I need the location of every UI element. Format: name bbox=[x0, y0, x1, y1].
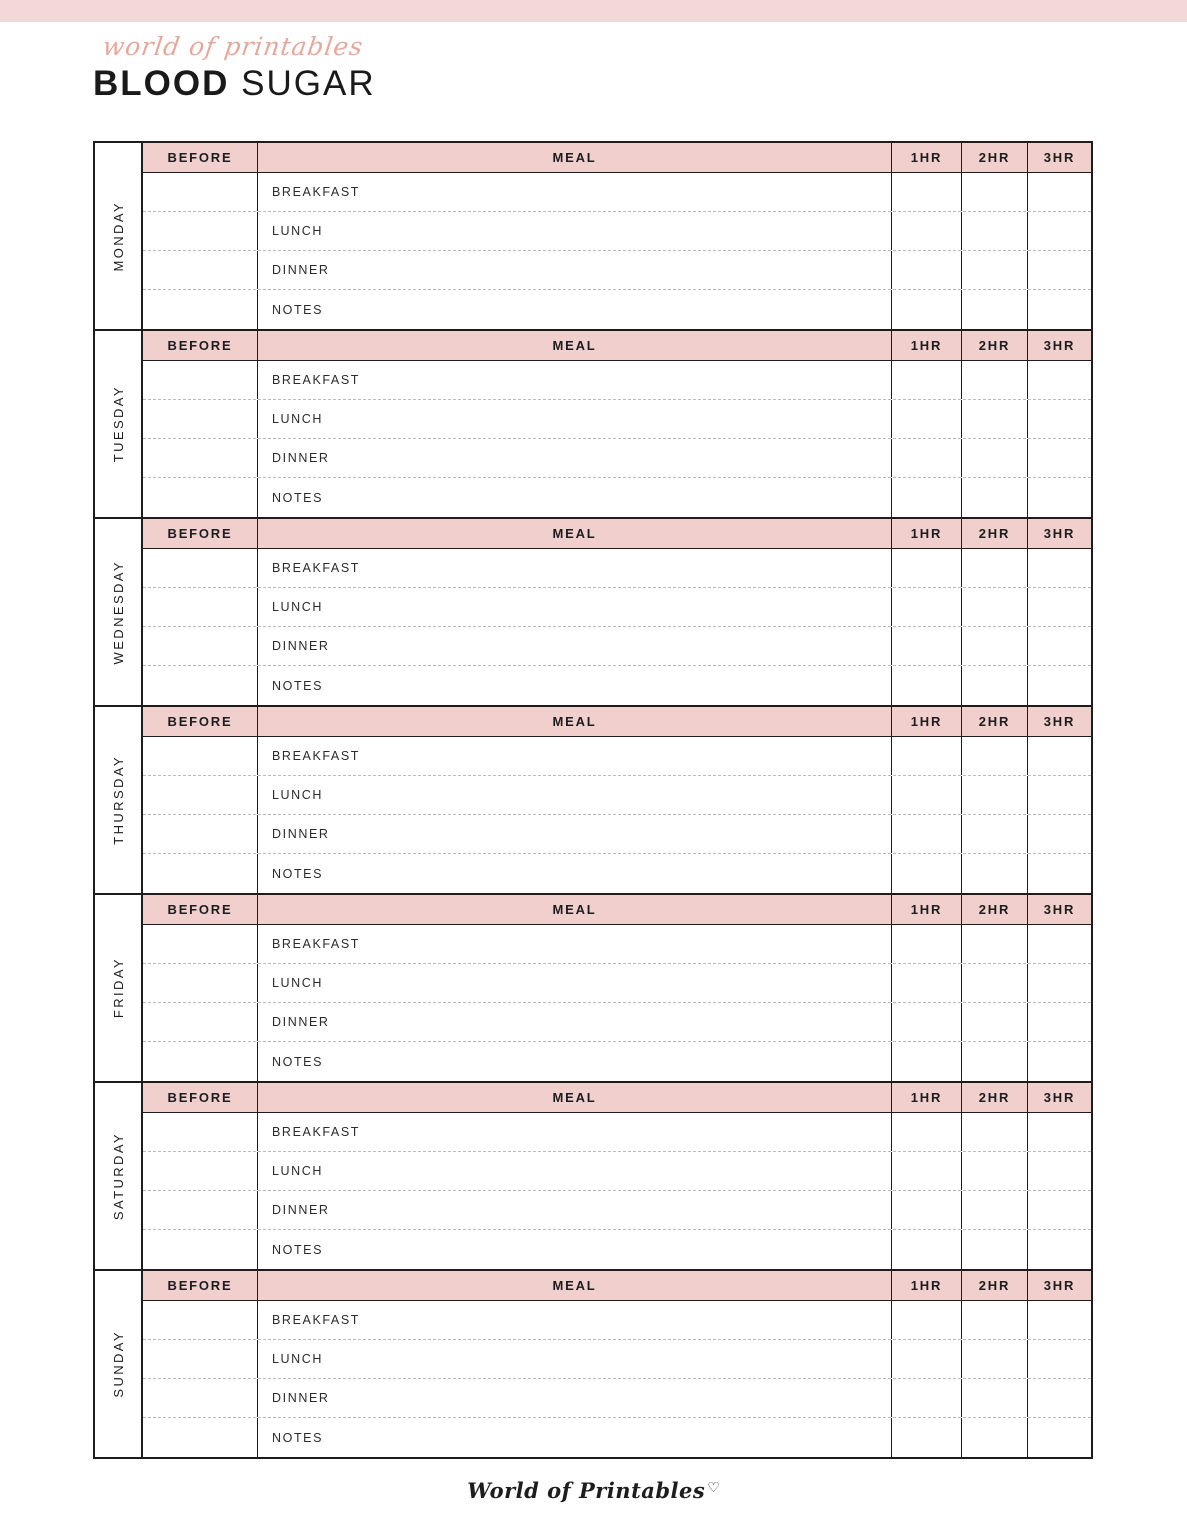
1hr-value-input[interactable] bbox=[892, 815, 962, 853]
2hr-value-input[interactable] bbox=[962, 173, 1028, 211]
meal-entry-input[interactable] bbox=[258, 776, 892, 814]
before-value-input[interactable] bbox=[143, 290, 258, 329]
day-label-text: SUNDAY bbox=[110, 1330, 126, 1398]
3hr-value-input[interactable] bbox=[1028, 361, 1091, 399]
3hr-value-input[interactable] bbox=[1028, 666, 1091, 705]
1hr-value-input[interactable] bbox=[892, 439, 962, 477]
3hr-value-input[interactable] bbox=[1028, 776, 1091, 814]
2hr-value-input[interactable] bbox=[962, 1042, 1028, 1081]
table-row bbox=[143, 776, 1091, 815]
column-header-meal: MEAL bbox=[258, 519, 892, 548]
2hr-value-input[interactable] bbox=[962, 815, 1028, 853]
meal-row-label: DINNER bbox=[272, 263, 330, 277]
before-value-input[interactable] bbox=[143, 400, 258, 438]
1hr-value-input[interactable] bbox=[892, 1230, 962, 1269]
before-value-input[interactable] bbox=[143, 478, 258, 517]
day-table bbox=[143, 519, 1091, 705]
meal-entry-input[interactable] bbox=[258, 478, 892, 517]
before-value-input[interactable] bbox=[143, 666, 258, 705]
3hr-value-input[interactable] bbox=[1028, 925, 1091, 963]
meal-row-label: LUNCH bbox=[272, 224, 324, 238]
3hr-value-input[interactable] bbox=[1028, 173, 1091, 211]
table-row bbox=[143, 964, 1091, 1003]
meal-entry-input[interactable] bbox=[258, 212, 892, 250]
meal-entry-input[interactable] bbox=[258, 290, 892, 329]
table-row bbox=[143, 290, 1091, 329]
before-value-input[interactable] bbox=[143, 1301, 258, 1339]
before-value-input[interactable] bbox=[143, 588, 258, 626]
3hr-value-input[interactable] bbox=[1028, 854, 1091, 893]
meal-row-label: NOTES bbox=[272, 866, 324, 881]
page-footer bbox=[0, 1478, 1187, 1503]
before-value-input[interactable] bbox=[143, 627, 258, 665]
column-header-before: BEFORE bbox=[143, 707, 258, 736]
before-value-input[interactable] bbox=[143, 439, 258, 477]
meal-entry-input[interactable] bbox=[258, 1418, 892, 1457]
3hr-value-input[interactable] bbox=[1028, 627, 1091, 665]
before-value-input[interactable] bbox=[143, 737, 258, 775]
before-value-input[interactable] bbox=[143, 251, 258, 289]
1hr-value-input[interactable] bbox=[892, 478, 962, 517]
meal-entry-input[interactable] bbox=[258, 361, 892, 399]
day-table bbox=[143, 331, 1091, 517]
day-table bbox=[143, 895, 1091, 1081]
table-row bbox=[143, 1042, 1091, 1081]
1hr-value-input[interactable] bbox=[892, 1340, 962, 1378]
day-block bbox=[95, 331, 1091, 519]
day-label-sunday bbox=[95, 1271, 143, 1457]
meal-entry-input[interactable] bbox=[258, 549, 892, 587]
meal-row-label: BREAKFAST bbox=[272, 185, 361, 199]
3hr-value-input[interactable] bbox=[1028, 588, 1091, 626]
meal-row-label: NOTES bbox=[272, 1430, 324, 1445]
meal-row-label: NOTES bbox=[272, 1242, 324, 1257]
3hr-value-input[interactable] bbox=[1028, 439, 1091, 477]
1hr-value-input[interactable] bbox=[892, 1152, 962, 1190]
meal-entry-input[interactable] bbox=[258, 1191, 892, 1229]
before-value-input[interactable] bbox=[143, 1003, 258, 1041]
meal-row-label: NOTES bbox=[272, 1054, 324, 1069]
before-value-input[interactable] bbox=[143, 361, 258, 399]
table-row bbox=[143, 1152, 1091, 1191]
table-row bbox=[143, 588, 1091, 627]
day-block bbox=[95, 1271, 1091, 1457]
column-header-row bbox=[143, 707, 1091, 737]
3hr-value-input[interactable] bbox=[1028, 251, 1091, 289]
meal-entry-input[interactable] bbox=[258, 627, 892, 665]
1hr-value-input[interactable] bbox=[892, 1113, 962, 1151]
before-value-input[interactable] bbox=[143, 1113, 258, 1151]
column-header-before: BEFORE bbox=[143, 143, 258, 172]
column-header-3hr: 3HR bbox=[1043, 714, 1076, 729]
meal-row-label: NOTES bbox=[272, 490, 324, 505]
column-header-1hr: 1HR bbox=[892, 331, 962, 360]
column-header-1hr: 1HR bbox=[892, 707, 962, 736]
before-value-input[interactable] bbox=[143, 212, 258, 250]
day-label-monday bbox=[95, 143, 143, 329]
page-title-light: SUGAR bbox=[241, 64, 376, 103]
meal-row-label: DINNER bbox=[272, 1391, 330, 1405]
2hr-value-input[interactable] bbox=[962, 290, 1028, 329]
meal-entry-input[interactable] bbox=[258, 964, 892, 1002]
column-header-meal: MEAL bbox=[258, 895, 892, 924]
3hr-value-input[interactable] bbox=[1028, 1003, 1091, 1041]
day-label-wednesday bbox=[95, 519, 143, 705]
day-label-text: WEDNESDAY bbox=[110, 559, 126, 665]
table-row bbox=[143, 212, 1091, 251]
3hr-value-input[interactable] bbox=[1028, 1340, 1091, 1378]
meal-entry-input[interactable] bbox=[258, 1379, 892, 1417]
2hr-value-input[interactable] bbox=[962, 1003, 1028, 1041]
meal-row-label: DINNER bbox=[272, 639, 330, 653]
day-label-text: TUESDAY bbox=[110, 385, 126, 463]
3hr-value-input[interactable] bbox=[1028, 478, 1091, 517]
meal-entry-input[interactable] bbox=[258, 737, 892, 775]
before-value-input[interactable] bbox=[143, 549, 258, 587]
meal-entry-input[interactable] bbox=[258, 588, 892, 626]
3hr-value-input[interactable] bbox=[1028, 737, 1091, 775]
meal-entry-input[interactable] bbox=[258, 439, 892, 477]
day-label-friday bbox=[95, 895, 143, 1081]
3hr-value-input[interactable] bbox=[1028, 1418, 1091, 1457]
table-row bbox=[143, 737, 1091, 776]
3hr-value-input[interactable] bbox=[1028, 1379, 1091, 1417]
meal-entry-input[interactable] bbox=[258, 854, 892, 893]
day-label-thursday bbox=[95, 707, 143, 893]
1hr-value-input[interactable] bbox=[892, 737, 962, 775]
heart-icon: ♡ bbox=[707, 1478, 720, 1495]
day-label-text: MONDAY bbox=[110, 200, 126, 272]
meal-entry-input[interactable] bbox=[258, 815, 892, 853]
column-header-meal: MEAL bbox=[258, 1271, 892, 1300]
column-header-3hr: 3HR bbox=[1043, 338, 1076, 353]
1hr-value-input[interactable] bbox=[892, 212, 962, 250]
before-value-input[interactable] bbox=[143, 964, 258, 1002]
day-block bbox=[95, 707, 1091, 895]
meal-entry-input[interactable] bbox=[258, 1113, 892, 1151]
3hr-value-input[interactable] bbox=[1028, 290, 1091, 329]
meal-row-label: BREAKFAST bbox=[272, 1125, 361, 1139]
column-header-3hr: 3HR bbox=[1043, 150, 1076, 165]
1hr-value-input[interactable] bbox=[892, 290, 962, 329]
3hr-value-input[interactable] bbox=[1028, 1301, 1091, 1339]
blood-sugar-table bbox=[93, 141, 1093, 1459]
1hr-value-input[interactable] bbox=[892, 1301, 962, 1339]
table-row bbox=[143, 1113, 1091, 1152]
column-header-row bbox=[143, 331, 1091, 361]
2hr-value-input[interactable] bbox=[962, 1191, 1028, 1229]
meal-entry-input[interactable] bbox=[258, 1230, 892, 1269]
2hr-value-input[interactable] bbox=[962, 737, 1028, 775]
day-table bbox=[143, 1271, 1091, 1457]
column-header-1hr: 1HR bbox=[892, 143, 962, 172]
table-row bbox=[143, 1003, 1091, 1042]
meal-row-label: LUNCH bbox=[272, 412, 324, 426]
table-row bbox=[143, 400, 1091, 439]
before-value-input[interactable] bbox=[143, 173, 258, 211]
day-block bbox=[95, 1083, 1091, 1271]
2hr-value-input[interactable] bbox=[962, 1379, 1028, 1417]
1hr-value-input[interactable] bbox=[892, 1042, 962, 1081]
column-header-meal: MEAL bbox=[258, 331, 892, 360]
1hr-value-input[interactable] bbox=[892, 1191, 962, 1229]
2hr-value-input[interactable] bbox=[962, 212, 1028, 250]
meal-row-label: BREAKFAST bbox=[272, 937, 361, 951]
meal-entry-input[interactable] bbox=[258, 400, 892, 438]
1hr-value-input[interactable] bbox=[892, 964, 962, 1002]
table-row bbox=[143, 439, 1091, 478]
meal-row-label: BREAKFAST bbox=[272, 373, 361, 387]
2hr-value-input[interactable] bbox=[962, 549, 1028, 587]
1hr-value-input[interactable] bbox=[892, 776, 962, 814]
table-row bbox=[143, 1191, 1091, 1230]
meal-row-label: DINNER bbox=[272, 1203, 330, 1217]
brand-script-label: world of printables bbox=[100, 32, 366, 61]
table-row bbox=[143, 1379, 1091, 1418]
day-label-text: SATURDAY bbox=[110, 1131, 126, 1221]
before-value-input[interactable] bbox=[143, 815, 258, 853]
1hr-value-input[interactable] bbox=[892, 666, 962, 705]
2hr-value-input[interactable] bbox=[962, 1113, 1028, 1151]
2hr-value-input[interactable] bbox=[962, 1301, 1028, 1339]
2hr-value-input[interactable] bbox=[962, 251, 1028, 289]
meal-row-label: DINNER bbox=[272, 451, 330, 465]
day-label-saturday bbox=[95, 1083, 143, 1269]
day-table bbox=[143, 1083, 1091, 1269]
column-header-before: BEFORE bbox=[143, 519, 258, 548]
before-value-input[interactable] bbox=[143, 854, 258, 893]
footer-brand-label: World of Printables bbox=[467, 1478, 706, 1503]
table-row bbox=[143, 1301, 1091, 1340]
day-label-tuesday bbox=[95, 331, 143, 517]
2hr-value-input[interactable] bbox=[962, 666, 1028, 705]
column-header-2hr: 2HR bbox=[962, 331, 1028, 360]
before-value-input[interactable] bbox=[143, 1042, 258, 1081]
meal-row-label: LUNCH bbox=[272, 1164, 324, 1178]
3hr-value-input[interactable] bbox=[1028, 1042, 1091, 1081]
meal-row-label: BREAKFAST bbox=[272, 1313, 361, 1327]
meal-entry-input[interactable] bbox=[258, 925, 892, 963]
1hr-value-input[interactable] bbox=[892, 627, 962, 665]
table-row bbox=[143, 1340, 1091, 1379]
table-row bbox=[143, 478, 1091, 517]
meal-row-label: NOTES bbox=[272, 678, 324, 693]
page-title-bold: BLOOD bbox=[93, 64, 230, 103]
3hr-value-input[interactable] bbox=[1028, 1152, 1091, 1190]
1hr-value-input[interactable] bbox=[892, 361, 962, 399]
page-title bbox=[93, 66, 376, 103]
table-row bbox=[143, 925, 1091, 964]
1hr-value-input[interactable] bbox=[892, 173, 962, 211]
day-label-text: THURSDAY bbox=[110, 755, 126, 845]
meal-row-label: LUNCH bbox=[272, 600, 324, 614]
before-value-input[interactable] bbox=[143, 1340, 258, 1378]
2hr-value-input[interactable] bbox=[962, 478, 1028, 517]
1hr-value-input[interactable] bbox=[892, 251, 962, 289]
1hr-value-input[interactable] bbox=[892, 925, 962, 963]
table-row bbox=[143, 361, 1091, 400]
before-value-input[interactable] bbox=[143, 1191, 258, 1229]
day-block bbox=[95, 895, 1091, 1083]
meal-entry-input[interactable] bbox=[258, 1301, 892, 1339]
2hr-value-input[interactable] bbox=[962, 361, 1028, 399]
column-header-row bbox=[143, 143, 1091, 173]
3hr-value-input[interactable] bbox=[1028, 1191, 1091, 1229]
column-header-before: BEFORE bbox=[143, 1083, 258, 1112]
meal-row-label: LUNCH bbox=[272, 976, 324, 990]
2hr-value-input[interactable] bbox=[962, 925, 1028, 963]
column-header-3hr: 3HR bbox=[1043, 526, 1076, 541]
2hr-value-input[interactable] bbox=[962, 776, 1028, 814]
meal-row-label: BREAKFAST bbox=[272, 561, 361, 575]
day-table bbox=[143, 707, 1091, 893]
meal-row-label: LUNCH bbox=[272, 788, 324, 802]
column-header-1hr: 1HR bbox=[892, 895, 962, 924]
meal-entry-input[interactable] bbox=[258, 1340, 892, 1378]
column-header-3hr: 3HR bbox=[1043, 1278, 1076, 1293]
column-header-2hr: 2HR bbox=[962, 1083, 1028, 1112]
before-value-input[interactable] bbox=[143, 1418, 258, 1457]
1hr-value-input[interactable] bbox=[892, 400, 962, 438]
page-header bbox=[93, 34, 376, 103]
2hr-value-input[interactable] bbox=[962, 400, 1028, 438]
day-block bbox=[95, 143, 1091, 331]
1hr-value-input[interactable] bbox=[892, 854, 962, 893]
column-header-before: BEFORE bbox=[143, 1271, 258, 1300]
column-header-meal: MEAL bbox=[258, 1083, 892, 1112]
2hr-value-input[interactable] bbox=[962, 854, 1028, 893]
before-value-input[interactable] bbox=[143, 1230, 258, 1269]
3hr-value-input[interactable] bbox=[1028, 549, 1091, 587]
1hr-value-input[interactable] bbox=[892, 1379, 962, 1417]
2hr-value-input[interactable] bbox=[962, 627, 1028, 665]
meal-row-label: DINNER bbox=[272, 827, 330, 841]
meal-entry-input[interactable] bbox=[258, 1152, 892, 1190]
day-label-text: FRIDAY bbox=[110, 957, 126, 1019]
meal-entry-input[interactable] bbox=[258, 251, 892, 289]
table-row bbox=[143, 1418, 1091, 1457]
meal-row-label: LUNCH bbox=[272, 1352, 324, 1366]
table-row bbox=[143, 815, 1091, 854]
column-header-row bbox=[143, 519, 1091, 549]
2hr-value-input[interactable] bbox=[962, 1340, 1028, 1378]
2hr-value-input[interactable] bbox=[962, 1230, 1028, 1269]
column-header-row bbox=[143, 1271, 1091, 1301]
table-row bbox=[143, 627, 1091, 666]
before-value-input[interactable] bbox=[143, 925, 258, 963]
column-header-meal: MEAL bbox=[258, 143, 892, 172]
column-header-2hr: 2HR bbox=[962, 895, 1028, 924]
meal-row-label: DINNER bbox=[272, 1015, 330, 1029]
column-header-row bbox=[143, 1083, 1091, 1113]
day-table bbox=[143, 143, 1091, 329]
table-row bbox=[143, 549, 1091, 588]
column-header-1hr: 1HR bbox=[892, 1271, 962, 1300]
column-header-2hr: 2HR bbox=[962, 143, 1028, 172]
2hr-value-input[interactable] bbox=[962, 1152, 1028, 1190]
table-row bbox=[143, 1230, 1091, 1269]
meal-entry-input[interactable] bbox=[258, 666, 892, 705]
table-row bbox=[143, 251, 1091, 290]
before-value-input[interactable] bbox=[143, 1152, 258, 1190]
top-decorative-band bbox=[0, 0, 1187, 22]
table-row bbox=[143, 854, 1091, 893]
before-value-input[interactable] bbox=[143, 1379, 258, 1417]
column-header-2hr: 2HR bbox=[962, 1271, 1028, 1300]
2hr-value-input[interactable] bbox=[962, 439, 1028, 477]
table-row bbox=[143, 666, 1091, 705]
day-block bbox=[95, 519, 1091, 707]
3hr-value-input[interactable] bbox=[1028, 400, 1091, 438]
column-header-meal: MEAL bbox=[258, 707, 892, 736]
column-header-3hr: 3HR bbox=[1043, 902, 1076, 917]
column-header-before: BEFORE bbox=[143, 331, 258, 360]
1hr-value-input[interactable] bbox=[892, 588, 962, 626]
3hr-value-input[interactable] bbox=[1028, 964, 1091, 1002]
column-header-3hr: 3HR bbox=[1043, 1090, 1076, 1105]
before-value-input[interactable] bbox=[143, 776, 258, 814]
column-header-before: BEFORE bbox=[143, 895, 258, 924]
2hr-value-input[interactable] bbox=[962, 964, 1028, 1002]
3hr-value-input[interactable] bbox=[1028, 815, 1091, 853]
meal-row-label: NOTES bbox=[272, 302, 324, 317]
2hr-value-input[interactable] bbox=[962, 1418, 1028, 1457]
column-header-1hr: 1HR bbox=[892, 519, 962, 548]
1hr-value-input[interactable] bbox=[892, 1003, 962, 1041]
meal-entry-input[interactable] bbox=[258, 173, 892, 211]
table-row bbox=[143, 173, 1091, 212]
1hr-value-input[interactable] bbox=[892, 1418, 962, 1457]
column-header-1hr: 1HR bbox=[892, 1083, 962, 1112]
column-header-2hr: 2HR bbox=[962, 707, 1028, 736]
meal-entry-input[interactable] bbox=[258, 1042, 892, 1081]
1hr-value-input[interactable] bbox=[892, 549, 962, 587]
column-header-row bbox=[143, 895, 1091, 925]
meal-row-label: BREAKFAST bbox=[272, 749, 361, 763]
2hr-value-input[interactable] bbox=[962, 588, 1028, 626]
3hr-value-input[interactable] bbox=[1028, 1230, 1091, 1269]
3hr-value-input[interactable] bbox=[1028, 212, 1091, 250]
meal-entry-input[interactable] bbox=[258, 1003, 892, 1041]
column-header-2hr: 2HR bbox=[962, 519, 1028, 548]
3hr-value-input[interactable] bbox=[1028, 1113, 1091, 1151]
